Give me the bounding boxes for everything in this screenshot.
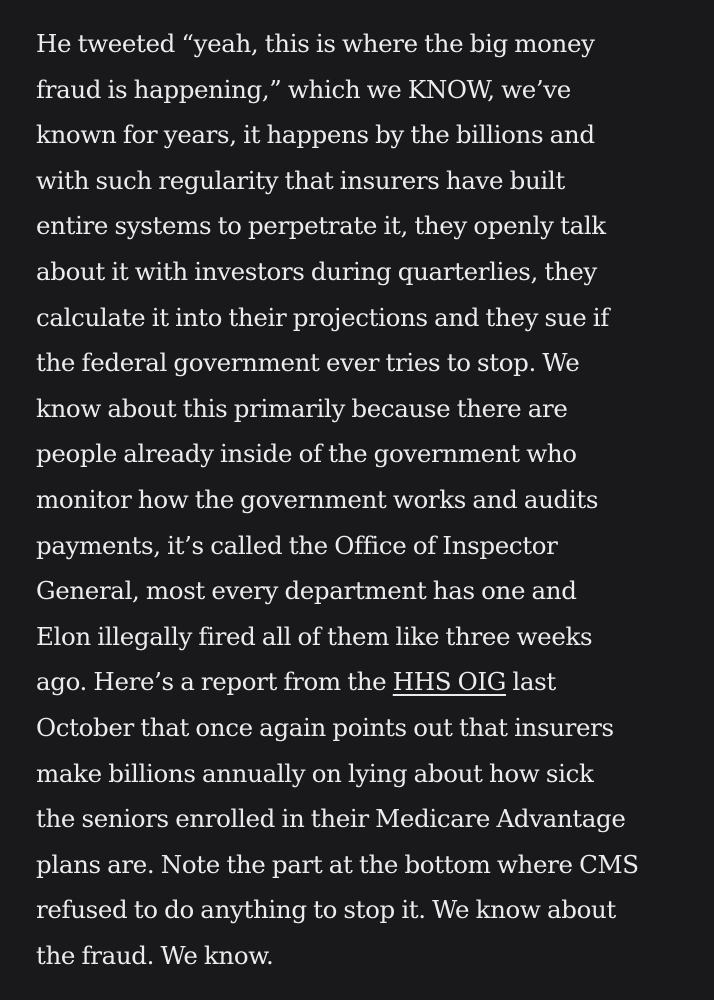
text-line: fraud is happening,” which we KNOW, we’ve <box>36 74 571 104</box>
text-line: General, most every department has one and <box>36 576 577 606</box>
text-line: know about this primarily because there are <box>36 393 568 423</box>
text-line: monitor how the government works and audits <box>36 484 599 514</box>
text-line: people already inside of the government who <box>36 439 577 469</box>
text-line: with such regularity that insurers have built <box>36 165 565 195</box>
text-line: known for years, it happens by the billions and <box>36 120 595 150</box>
hhs-oig-link[interactable]: HHS OIG <box>392 667 506 697</box>
text-line: payments, it’s called the Office of Inspector <box>36 530 558 560</box>
text-line: Elon illegally fired all of them like three weeks <box>36 621 593 651</box>
text-line: October that once again points out that insurers <box>36 712 614 742</box>
text-line: calculate it into their projections and they sue if <box>36 302 610 332</box>
text-line: make billions annually on lying about how sick <box>36 758 594 788</box>
link-line-after: last <box>505 667 556 697</box>
text-line: refused to do anything to stop it. We know about <box>36 895 616 925</box>
text-line: entire systems to perpetrate it, they openly talk <box>36 211 606 241</box>
text-line: plans are. Note the part at the bottom where CMS <box>36 849 639 879</box>
text-line: about it with investors during quarterlies, they <box>36 256 597 286</box>
text-line: the seniors enrolled in their Medicare Advantage <box>36 804 626 834</box>
text-line: He tweeted “yeah, this is where the big money <box>36 29 595 58</box>
text-line: the federal government ever tries to stop. We <box>36 348 580 378</box>
text-line: the fraud. We know. <box>36 940 274 970</box>
link-line-before: ago. Here’s a report from the <box>36 667 393 697</box>
text-line-with-link <box>36 659 706 705</box>
article-body <box>36 21 706 978</box>
